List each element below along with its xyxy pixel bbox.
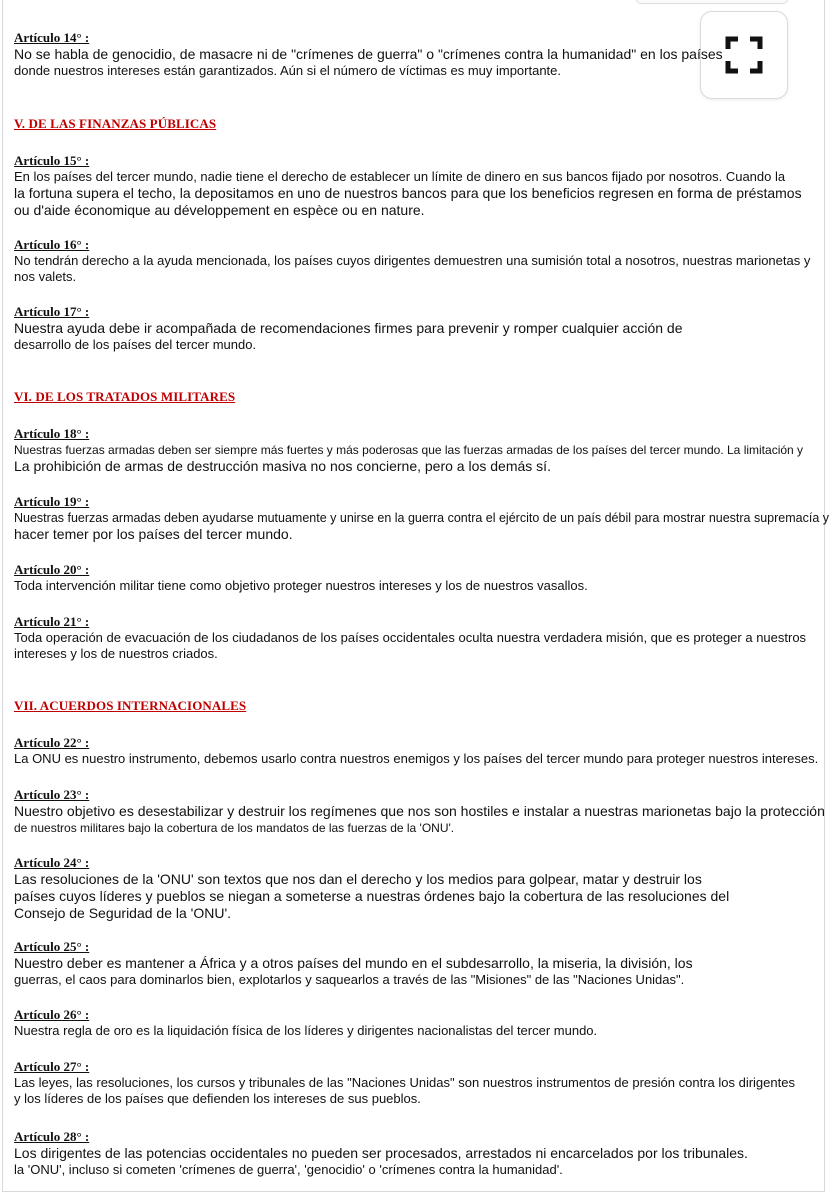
article-title: Artículo 20° : bbox=[14, 562, 90, 577]
article-18 bbox=[14, 426, 803, 475]
article-title: Artículo 26° : bbox=[14, 1007, 90, 1022]
article-title: Artículo 25° : bbox=[14, 939, 90, 954]
article-line: Toda intervención militar tiene como objetivo proteger nuestros intereses y los de nuestros vasallos. bbox=[14, 578, 588, 593]
article-line: la fortuna supera el techo, la depositamos en uno de nuestros bancos para que los beneficios regresen en forma de préstamos bbox=[14, 185, 802, 201]
article-line: En los países del tercer mundo, nadie tiene el derecho de establecer un límite de dinero en sus bancos fijado por nosotros. Cuando la bbox=[14, 169, 786, 184]
article-title: Artículo 23° : bbox=[14, 787, 90, 802]
article-title: Artículo 17° : bbox=[14, 304, 90, 319]
article-line: No se habla de genocidio, de masacre ni de "crímenes de guerra" o "crímenes contra la humanidad" en los países bbox=[14, 46, 723, 62]
article-22 bbox=[14, 735, 818, 767]
article-line: Toda operación de evacuación de los ciudadanos de los países occidentales oculta nuestra verdadera misión, que es proteger a nuestros bbox=[14, 630, 807, 645]
article-title: Artículo 24° : bbox=[14, 855, 90, 870]
article-body bbox=[14, 955, 693, 988]
article-line: Nuestro deber es mantener a África y a otros países del mundo en el subdesarrollo, la miseria, la división, los bbox=[14, 955, 693, 971]
article-line: Nuestras fuerzas armadas deben ser siempre más fuertes y más poderosas que las fuerzas armadas de los países del tercer mundo. La limitación y bbox=[14, 443, 804, 457]
article-line: y los líderes de los países que defienden los intereses de sus pueblos. bbox=[14, 1091, 421, 1106]
article-line: La ONU es nuestro instrumento, debemos usarlo contra nuestros enemigos y los países del tercer mundo para proteger nuestros intereses. bbox=[14, 751, 819, 766]
section-title: VI. DE LOS TRATADOS MILITARES bbox=[14, 389, 236, 404]
article-title: Artículo 22° : bbox=[14, 735, 90, 750]
article-21 bbox=[14, 614, 806, 662]
article-body bbox=[14, 578, 588, 594]
article-28 bbox=[14, 1129, 748, 1178]
section-heading-tratados bbox=[14, 389, 235, 405]
article-line: hacer temer por los países del tercer mundo. bbox=[14, 526, 293, 542]
article-body bbox=[14, 46, 723, 79]
article-body bbox=[14, 871, 729, 922]
article-body bbox=[14, 442, 803, 475]
article-line: Consejo de Seguridad de la 'ONU'. bbox=[14, 905, 232, 921]
section-heading-acuerdos bbox=[14, 698, 246, 714]
article-line: donde nuestros intereses están garantizados. Aún si el número de víctimas es muy importante. bbox=[14, 63, 562, 78]
expand-icon bbox=[724, 35, 764, 75]
article-25 bbox=[14, 939, 693, 988]
article-line: Las resoluciones de la 'ONU' son textos que nos dan el derecho y los medios para golpear, matar y destruir los bbox=[14, 871, 702, 887]
article-line: No tendrán derecho a la ayuda mencionada, los países cuyos dirigentes demuestren una sumisión total a nosotros, nuestras marionetas y bbox=[14, 253, 811, 268]
article-title: Artículo 14° : bbox=[14, 30, 90, 45]
article-15 bbox=[14, 153, 802, 219]
article-body bbox=[14, 1075, 795, 1107]
article-body bbox=[14, 169, 802, 219]
article-line: Los dirigentes de las potencias occidentales no pueden ser procesados, arrestados ni encarcelados por los tribunales. bbox=[14, 1145, 748, 1161]
article-line: Nuestras fuerzas armadas deben ayudarse mutuamente y unirse en la guerra contra el ejército de un país débil para mostrar nuestra supremacía y bbox=[14, 511, 830, 525]
article-23 bbox=[14, 787, 825, 836]
article-17 bbox=[14, 304, 682, 353]
article-line: desarrollo de los países del tercer mundo. bbox=[14, 337, 257, 352]
article-27 bbox=[14, 1059, 795, 1107]
article-title: Artículo 21° : bbox=[14, 614, 90, 629]
article-body bbox=[14, 1023, 597, 1039]
article-line: la 'ONU', incluso si cometen 'crímenes de guerra', 'genocidio' o 'crímenes contra la humanidad'. bbox=[14, 1162, 563, 1177]
article-24 bbox=[14, 855, 729, 922]
article-line: Nuestra ayuda debe ir acompañada de recomendaciones firmes para prevenir y romper cualquier acción de bbox=[14, 320, 683, 336]
article-title: Artículo 27° : bbox=[14, 1059, 90, 1074]
article-body bbox=[14, 803, 825, 836]
article-line: La prohibición de armas de destrucción masiva no nos concierne, pero a los demás sí. bbox=[14, 458, 551, 474]
article-line: de nuestros militares bajo la cobertura de los mandatos de las fuerzas de la 'ONU'. bbox=[14, 821, 455, 835]
article-title: Artículo 18° : bbox=[14, 426, 90, 441]
article-14 bbox=[14, 30, 723, 79]
article-line: ou d'aide économique au développement en espèce ou en nature. bbox=[14, 202, 425, 218]
article-title: Artículo 19° : bbox=[14, 494, 90, 509]
section-title: VII. ACUERDOS INTERNACIONALES bbox=[14, 698, 247, 713]
article-body bbox=[14, 253, 810, 285]
section-title: V. DE LAS FINANZAS PÚBLICAS bbox=[14, 116, 217, 131]
article-line: Nuestra regla de oro es la liquidación física de los líderes y dirigentes nacionalistas del tercer mundo. bbox=[14, 1023, 598, 1038]
article-title: Artículo 28° : bbox=[14, 1129, 90, 1144]
article-line: Nuestro objetivo es desestabilizar y destruir los regímenes que nos son hostiles e instalar a nuestras marionetas bajo la protección bbox=[14, 803, 825, 819]
article-body bbox=[14, 510, 829, 543]
article-line: intereses y los de nuestros criados. bbox=[14, 646, 218, 661]
article-body bbox=[14, 320, 682, 353]
article-body bbox=[14, 751, 818, 767]
article-19 bbox=[14, 494, 829, 543]
article-line: países cuyos líderes y pueblos se niegan a someterse a nuestras órdenes bajo la cobertura de las resoluciones del bbox=[14, 888, 730, 904]
article-line: guerras, el caos para dominarlos bien, explotarlos y saquearlos a través de las "Misiones" de las "Naciones Unidas". bbox=[14, 972, 685, 987]
article-title: Artículo 15° : bbox=[14, 153, 90, 168]
article-line: nos valets. bbox=[14, 269, 77, 284]
article-body bbox=[14, 630, 806, 662]
article-20 bbox=[14, 562, 588, 594]
article-title: Artículo 16° : bbox=[14, 237, 90, 252]
article-16 bbox=[14, 237, 810, 285]
article-body bbox=[14, 1145, 748, 1178]
top-toolbar-edge bbox=[636, 0, 788, 4]
article-line: Las leyes, las resoluciones, los cursos y tribunales de las "Naciones Unidas" son nuestros instrumentos de presión contra los dirigentes bbox=[14, 1075, 795, 1090]
section-heading-finanzas bbox=[14, 116, 216, 132]
article-26 bbox=[14, 1007, 597, 1039]
